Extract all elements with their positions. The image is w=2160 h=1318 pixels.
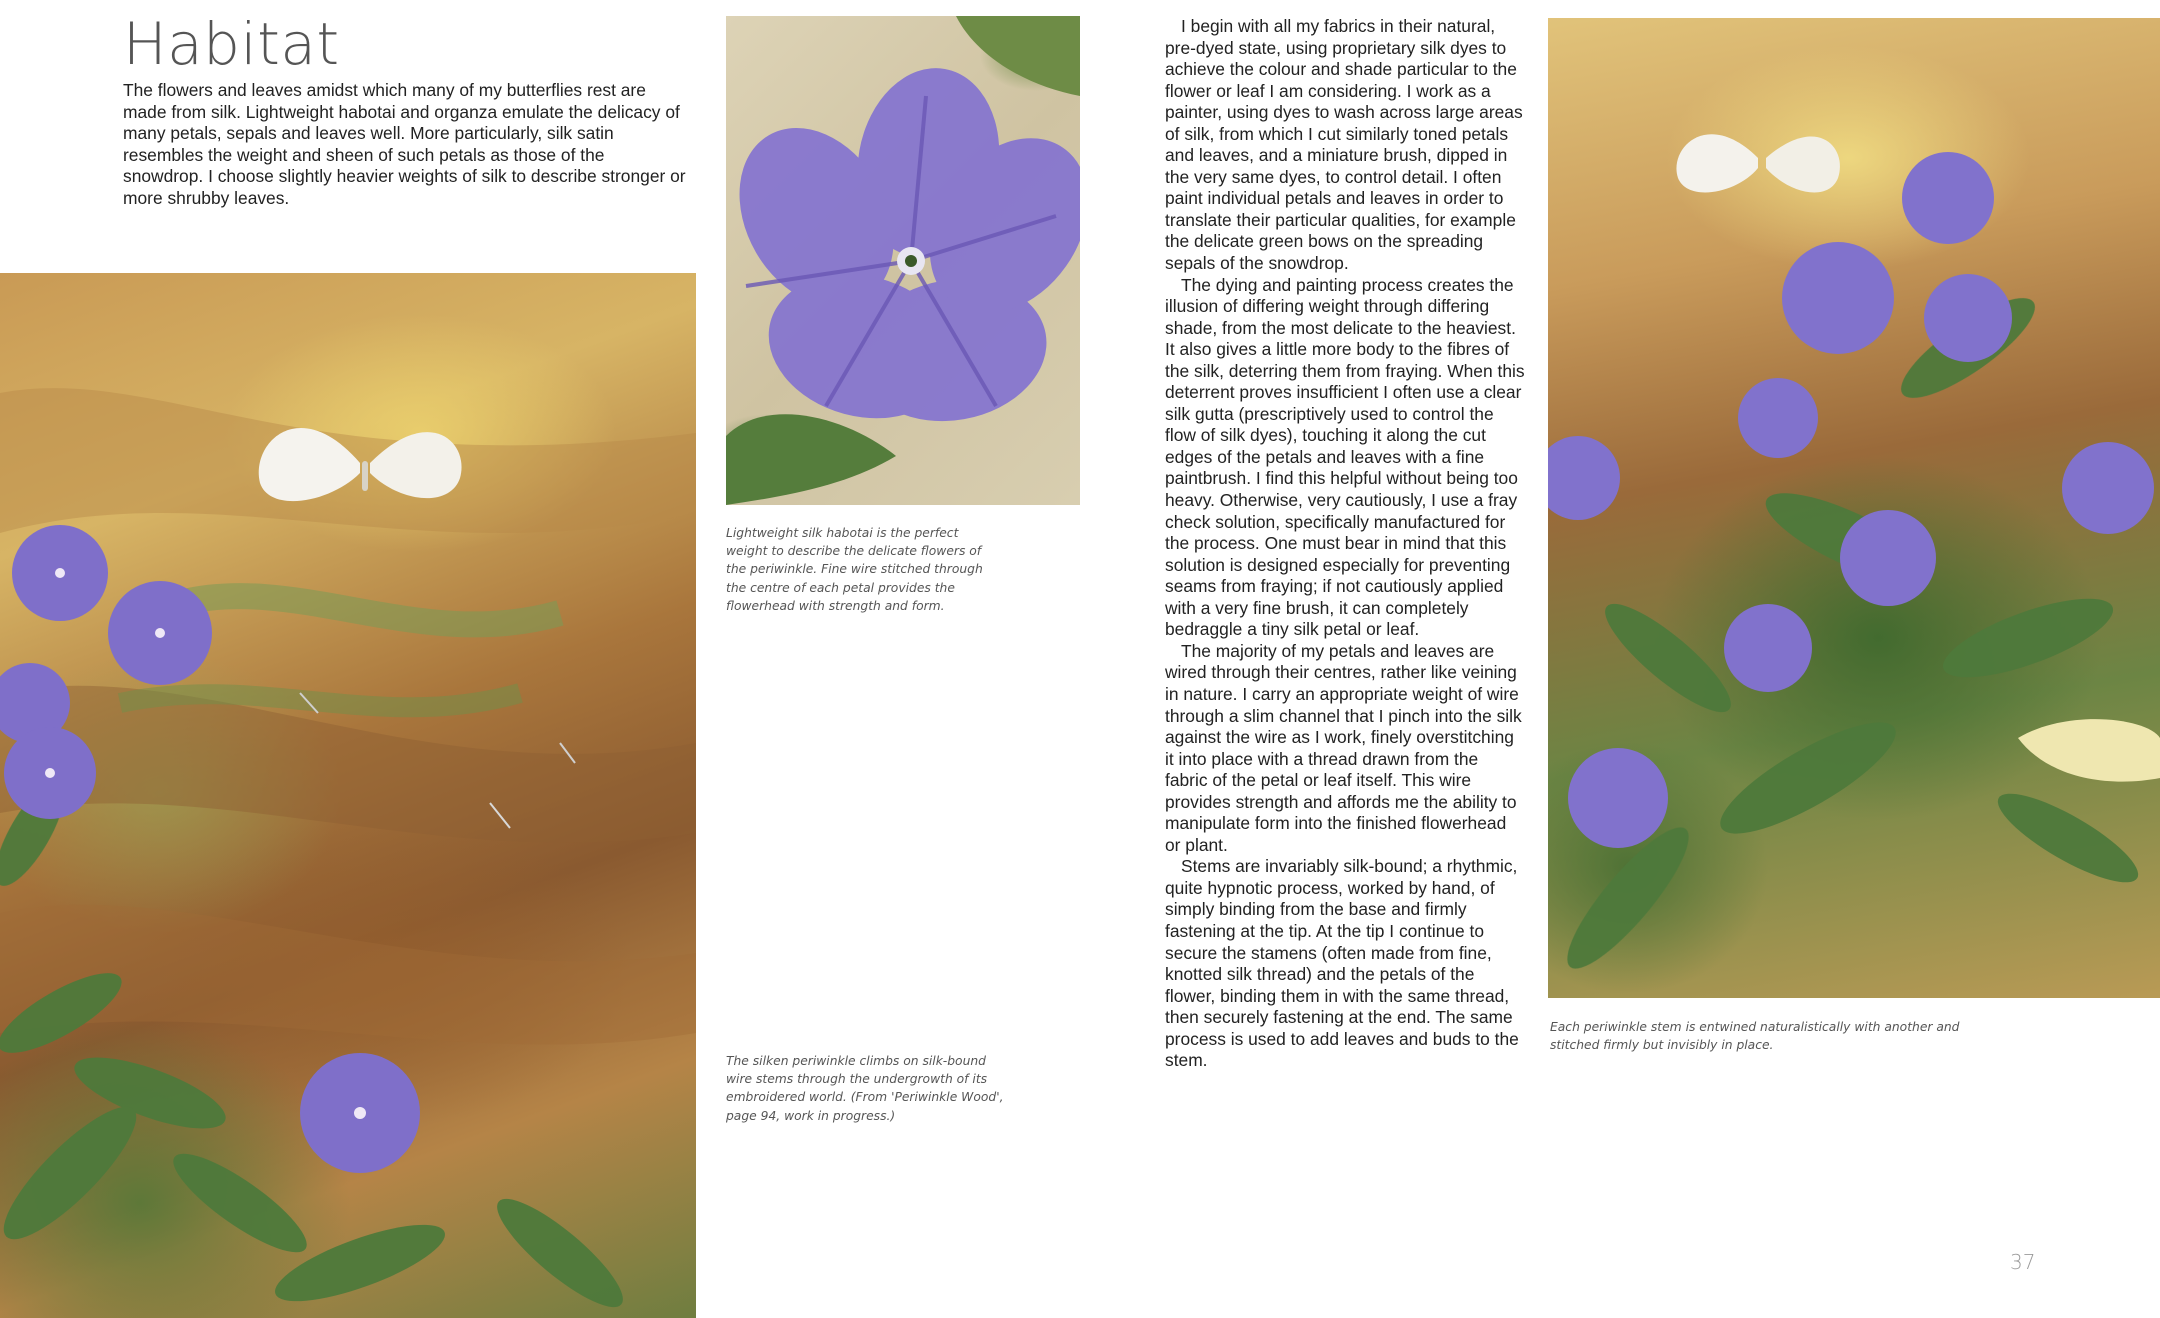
caption-top-photo: Lightweight silk habotai is the perfect weight to describe the delicate flowers of the periwinkle. Fine wire stitched through the centre of each petal provides the flowerhead with strength and form. [726,526,983,613]
right-photo-illustration [1548,18,2160,998]
body-paragraph: I begin with all my fabrics in their natural, pre-dyed state, using proprietary silk dyes to achieve the colour and shade particular to the flower or leaf I am considering. I work as a painter, using dyes to wash across large areas of silk, from which I cut similarly toned petals and leaves, and a miniature brush, dipped in the very same dyes, to control detail. I often paint individual petals and leaves in order to translate their particular qualities, for example the delicate green bows on the spreading sepals of the snowdrop. [1165,16,1523,274]
top-photo-periwinkle-flower [726,16,1080,505]
body-paragraph: The dying and painting process creates the illusion of differing weight through differing shade, from the most delicate to the heaviest. It also gives a little more body to the fibres of the silk, deterring them from fraying. When this deterrent proves insufficient I often use a clear silk gutta (prescriptively used to control the flow of silk dyes), touching it along the cut edges of the petals and leaves with a fine paintbrush. I find this helpful without being too heavy. Otherwise, very cautiously, I use a fray check solution, specifically manufactured for the process. One must bear in mind that this solution is designed especially for preventing seams from fraying; if not cautiously applied with a very fine brush, it can completely bedraggle a tiny silk petal or leaf. [1165,274,1525,640]
left-photo-illustration [0,273,696,1318]
body-paragraph: The majority of my petals and leaves are wired through their centres, rather like veining in nature. I carry an appropriate weight of wire through a slim channel that I pinch into the silk against the wire as I work, finely overstitching it into place with a thread drawn from the fabric of the petal or leaf itself. This wire provides strength and affords me the ability to manipulate form into the finished flowerhead or plant. [1165,640,1522,855]
intro-paragraph: The flowers and leaves amidst which many of my butterflies rest are made from silk. Lightweight habotai and organza emulate the delicacy of many petals, sepals and leaves well. More particularly, silk satin resembles the weight and sheen of such petals as those of the snowdrop. I choose slightly heavier weights of silk to describe stronger or more shrubby leaves. [123,80,686,208]
body-paragraph: Stems are invariably silk-bound; a rhythmic, quite hypnotic process, worked by hand, of simply binding from the base and firmly fastening at the tip. At the tip I continue to secure the stamens (often made from fine, knotted silk thread) and the petals of the flower, binding them in with the same thread, then securely fastening at the end. The same process is used to add leaves and buds to the stem. [1165,856,1519,1071]
page-title: Habitat [123,10,340,78]
caption-right-photo: Each periwinkle stem is entwined naturalistically with another and stitched firmly but invisibly in place. [1550,1020,1960,1053]
right-photo-periwinkle-stems [1548,18,2160,998]
periwinkle-closeup-illustration [726,16,1080,505]
caption-left-photo: The silken periwinkle climbs on silk-bound wire stems through the undergrowth of its embroidered world. (From 'Periwinkle Wood', page 94, work in progress.) [726,1054,1004,1123]
body-text-column [1165,16,1525,1072]
page-number: 37 [2010,1250,2036,1274]
left-photo-butterfly-on-silk [0,273,696,1318]
